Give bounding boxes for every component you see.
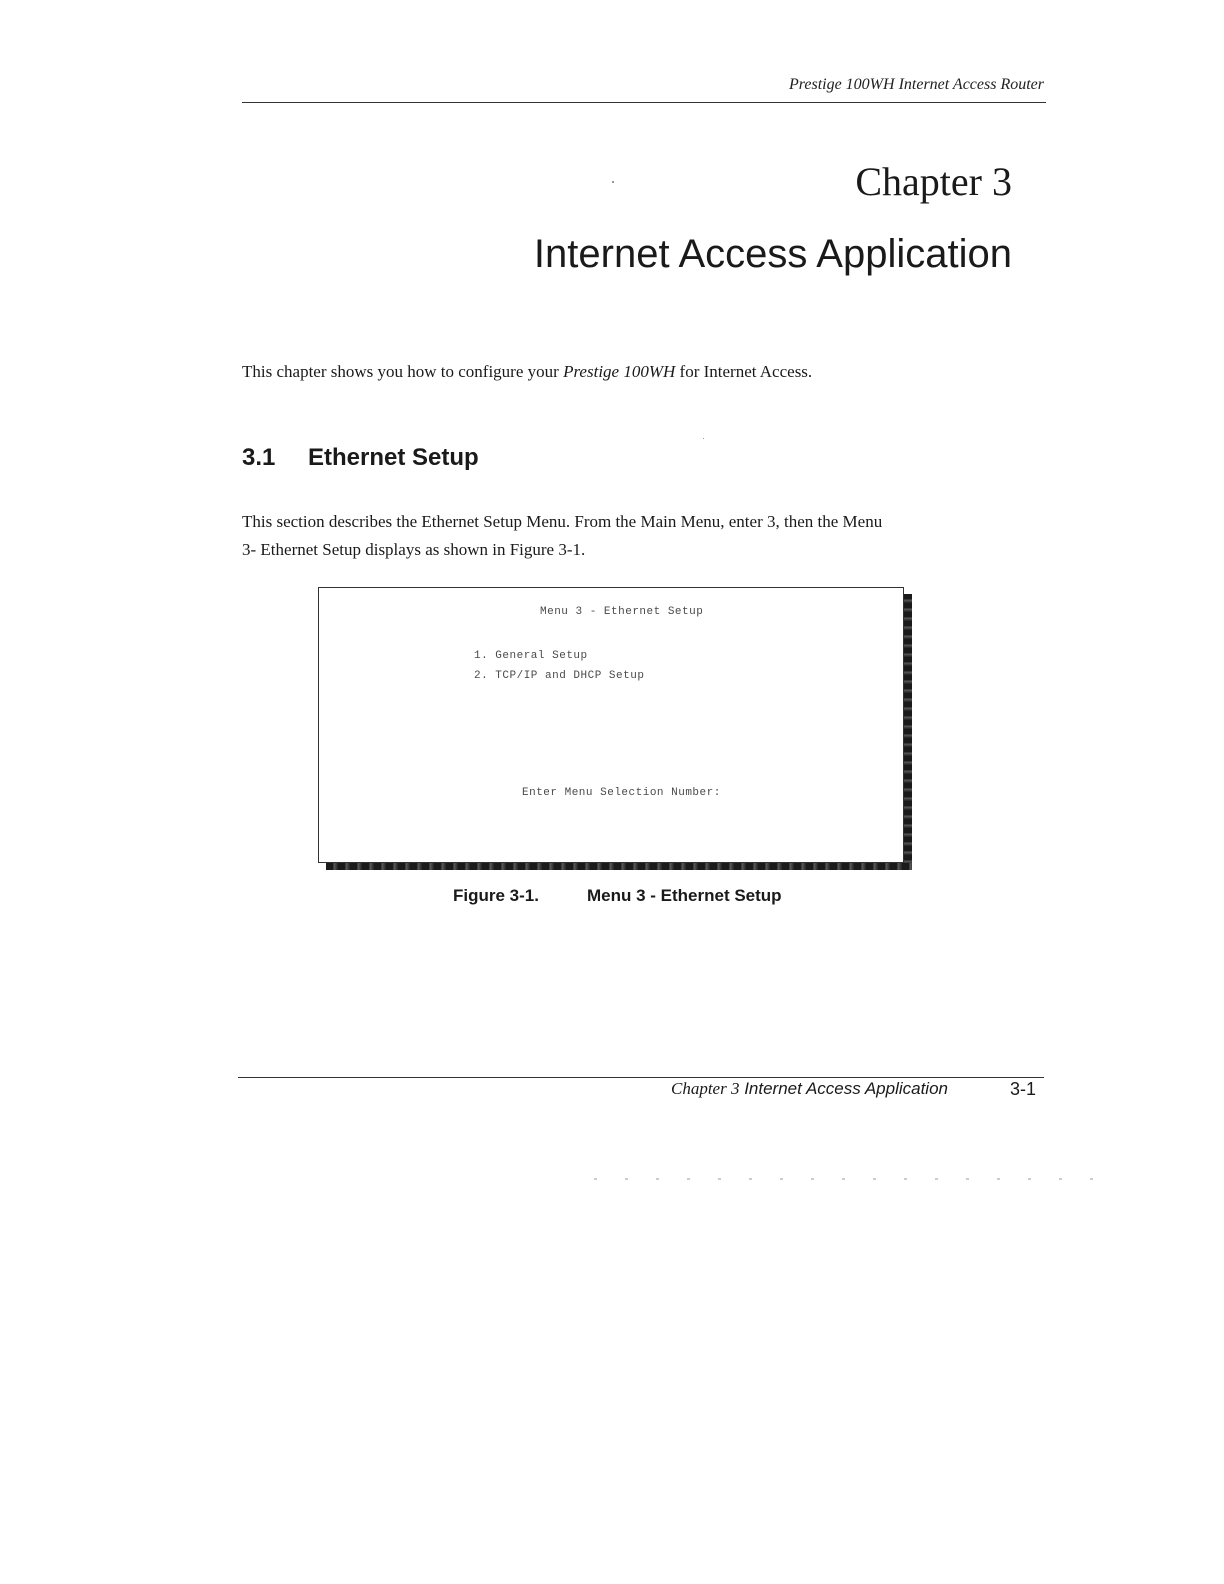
- page-number: 3-1: [1009, 1079, 1036, 1099]
- intro-text-before: This chapter shows you how to configure your: [242, 362, 564, 381]
- intro-paragraph: [242, 358, 1022, 386]
- terminal-menu-item-general-setup: 1. General Setup: [474, 650, 588, 662]
- terminal-screen-figure: [318, 587, 904, 863]
- section-number: 3.1: [242, 444, 276, 471]
- figure-caption-label: Figure 3-1.: [453, 886, 539, 905]
- figure-shadow-right: [904, 594, 912, 870]
- section-title: Ethernet Setup: [308, 444, 479, 471]
- terminal-menu-title: Menu 3 - Ethernet Setup: [540, 606, 704, 618]
- figure-caption-title: Menu 3 - Ethernet Setup: [587, 886, 782, 905]
- footer-chapter-name: Internet Access Application: [744, 1079, 948, 1098]
- running-header: Prestige 100WH Internet Access Router: [788, 76, 1044, 93]
- chapter-title: Internet Access Application: [533, 232, 1012, 276]
- chapter-number: Chapter 3: [855, 159, 1012, 204]
- footer-chapter-title: [600, 1079, 948, 1099]
- section-paragraph-line: 3- Ethernet Setup displays as shown in Figure 3-1.: [242, 540, 586, 559]
- scan-speck: [703, 438, 704, 439]
- figure-shadow-bottom: [326, 863, 912, 870]
- scan-artifact-dots: [580, 1178, 1110, 1180]
- section-paragraph: [242, 508, 1022, 564]
- scan-speck: [612, 181, 614, 183]
- section-heading: [242, 444, 479, 472]
- footer-chapter-prefix: Chapter 3: [670, 1079, 740, 1098]
- intro-text-after: for Internet Access.: [675, 362, 813, 381]
- section-paragraph-line: This section describes the Ethernet Setup Menu. From the Main Menu, enter 3, then the Menu: [242, 512, 883, 531]
- terminal-selection-prompt: Enter Menu Selection Number:: [522, 787, 721, 799]
- header-rule: [242, 102, 1046, 103]
- terminal-menu-item-tcpip-dhcp-setup: 2. TCP/IP and DHCP Setup: [474, 670, 645, 682]
- intro-product-name: Prestige 100WH: [563, 362, 676, 381]
- footer-rule: [238, 1077, 1044, 1078]
